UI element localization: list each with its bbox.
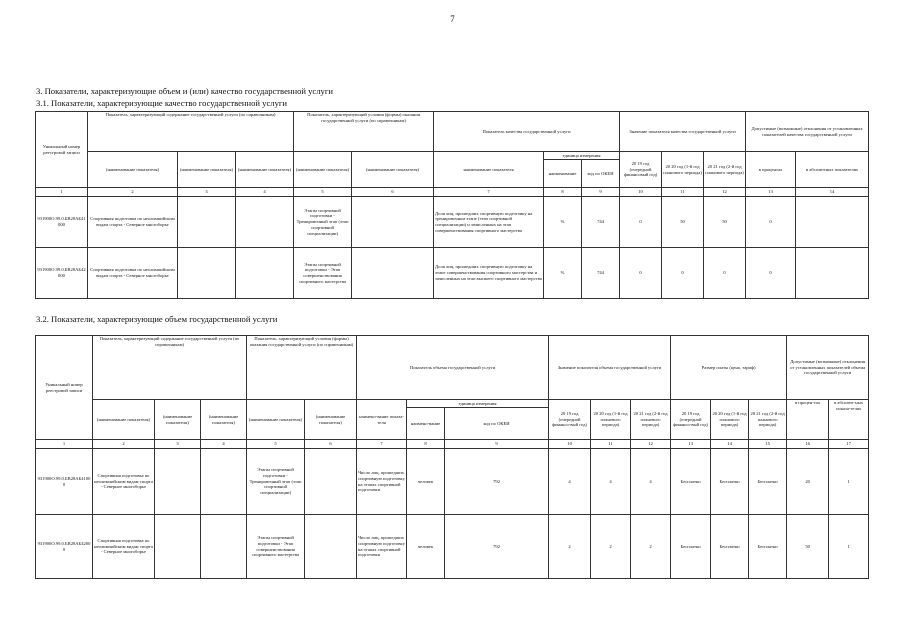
col-volume-group: Показатель объема государственной услуги: [357, 336, 549, 400]
col-content-group: Показатель, характеризующий содержание государственной услуги (по справочникам): [88, 112, 294, 152]
col-name-3: (наименование показателя): [155, 400, 201, 440]
column-numbers-row: 1 2 3 4 5 6 7 8 9 10 11 12 13 14: [36, 188, 869, 197]
col-price-year-3: 20 21 год (2-й год планового периода): [749, 400, 787, 440]
col-name-5: (наименование показателя): [294, 152, 352, 188]
col-name-6: (наименование показателя): [305, 400, 357, 440]
col-indicator-name: наимено-вание показа-теля: [357, 400, 407, 440]
col-name-3: (наименование показателя): [178, 152, 236, 188]
quality-indicators-table: [35, 111, 869, 299]
col-price-year-1: 20 19 год (очередной финансо-вый год): [671, 400, 711, 440]
col-okei: код по ОКЕИ: [445, 408, 549, 440]
col-unit-name: наимено-вание: [407, 408, 445, 440]
column-numbers-row: 1 2 3 4 5 6 7 8 9 10 11 12 13 14 15 16 17: [36, 440, 869, 449]
col-year-2: 20 20 год (1-й год планового периода): [662, 152, 704, 188]
col-deviation-group: Допустимые (возможные) отклонения от установленных показателей качества государственной услуги: [746, 112, 869, 152]
table-row: 931900О.99.0.БВ28АБ41000 Спортивная подготовка по неолимпийским видам спорта - Северное многоборье Этапы спортивной подготовки - Тренировочный этап (этап спортивной специализации) Доля лиц, прошедших спортивную подготовку на тренировочном этапе (этап спортивной специализации) и зачисленных на этап совершенствования спортивного мастерства % 744 0 50 50 0: [36, 197, 869, 248]
col-unique-number: Уникальный номер реестровой записи: [36, 336, 93, 440]
page-number: 7: [450, 14, 455, 24]
col-okei: код по ОКЕИ: [582, 160, 620, 188]
col-name-2: (наименование показателя): [88, 152, 178, 188]
section-3-heading: 3. Показатели, характеризующие объем и (или) качество государственной услуги: [36, 86, 333, 96]
col-absolute: в абсолют-ных показа-телях: [829, 400, 869, 440]
col-unit-group: единица измерения: [544, 152, 620, 160]
col-deviation-group: Допустимые (возможные) отклонения от установленных показателей объема государственной услуги: [787, 336, 869, 400]
col-name-6: (наименование показателя): [352, 152, 434, 188]
col-unique-number: Уникальный номер реестровой записи: [36, 112, 88, 188]
table-row: 931900О.99.0.БВ28АБ42000 Спортивная подготовка по неолимпийским видам спорта - Северное многоборье Этапы спортивной подготовки - Этап совершенствования спортивного мастерства Число лиц, прошедших спортивную подготовку на этапах спортивной подготовки человек 792 2 2 2 Бесплатно Бесплатно Бесплатно 50 1: [36, 515, 869, 579]
col-name-5: (наименование показателя): [247, 400, 305, 440]
col-name-4: (наименование показателя): [201, 400, 247, 440]
volume-indicators-table: [35, 335, 869, 579]
section-3-2-heading: 3.2. Показатели, характеризующие объем государственной услуги: [36, 314, 278, 324]
table-row: 931900О.99.0.БВ28АБ41000 Спортивная подготовка по неолимпийским видам спорта - Северное многоборье Этапы спортивной подготовки - Тренировочный этап (этап спортивной специализации) Число лиц, прошедших спортивную подготовку на этапах спортивной подготовки человек 792 4 4 4 Бесплатно Бесплатно Бесплатно 20 1: [36, 449, 869, 515]
col-content-group: Показатель, характеризующий содержание государственной услуги (по справочникам): [93, 336, 247, 400]
col-year-1: 20 19 год (очередной финансо-вый год): [549, 400, 591, 440]
col-price-group: Размер платы (цена, тариф): [671, 336, 787, 400]
table-row: 931900О.99.0.БВ28АБ42000 Спортивная подготовка по неолимпийским видам спорта - Северное многоборье Этапы спортивной подготовки - Этап совершенствования спортивного мастерства Доля лиц, прошедших спортивную подготовку на этапе совершенствования спортивного мастерства и зачисленных на этап высшего спортивного мастерства % 744 0 0 0 0: [36, 248, 869, 299]
col-conditions-group: Показатель, характеризующий условия (формы) оказания государственной услуги (по справочникам): [294, 112, 434, 152]
col-year-3: 20 21 год (2-й год планового периода): [631, 400, 671, 440]
col-values-group: Значение показателя качества государственной услуги: [620, 112, 746, 152]
col-percent: в процентах: [746, 152, 796, 188]
col-price-year-2: 20 20 год (1-й год планового периода): [711, 400, 749, 440]
col-quality-group: Показатель качества государственной услуги: [434, 112, 620, 152]
col-name-4: (наименование показателя): [236, 152, 294, 188]
col-indicator-name: наименование показателя: [434, 152, 544, 188]
col-unit-name: наименование: [544, 160, 582, 188]
col-year-3: 20 21 год (2-й год планового периода): [704, 152, 746, 188]
col-percent: в процен-тах: [787, 400, 829, 440]
col-absolute: в абсолютных показателях: [796, 152, 869, 188]
col-year-2: 20 20 год (1-й год планового периода): [591, 400, 631, 440]
col-year-1: 20 19 год (очередной финансовый год): [620, 152, 662, 188]
col-unit-group: единица измерения: [407, 400, 549, 408]
col-conditions-group: Показатель, характеризующий условия (формы) оказания государственной услуги (по справочникам): [247, 336, 357, 400]
col-values-group: Значение показателя объема государственной услуги: [549, 336, 671, 400]
section-3-1-heading: 3.1. Показатели, характеризующие качество государственной услуги: [36, 98, 287, 108]
col-name-2: (наименование показателя): [93, 400, 155, 440]
